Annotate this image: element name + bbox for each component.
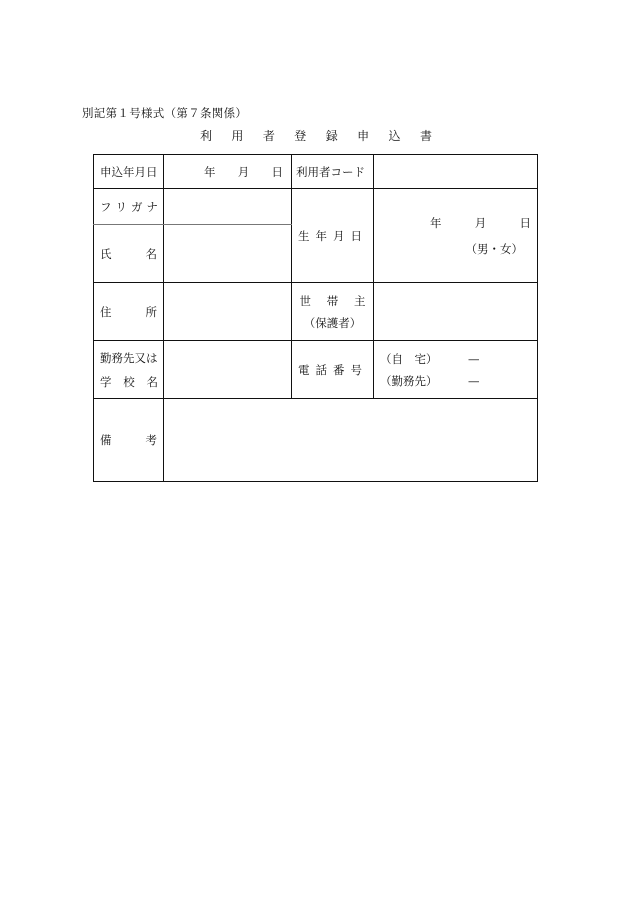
day-unit: 日: [519, 215, 531, 230]
label-char: フ: [100, 199, 112, 214]
row-furigana: [94, 189, 538, 225]
label-char: 世: [299, 293, 311, 308]
label-char: 生: [298, 228, 310, 243]
label-char: 主: [354, 293, 366, 308]
row-apply-date: [94, 155, 538, 189]
label-char: 名: [146, 374, 158, 389]
title-char: 書: [419, 129, 432, 143]
householder-field[interactable]: [374, 283, 538, 341]
work-phone-label: （勤務先）: [380, 373, 438, 388]
label-char: 号: [350, 362, 362, 377]
label-char: 氏: [100, 246, 112, 261]
title-char: 者: [262, 129, 275, 143]
label-char: リ: [115, 199, 127, 214]
phone-field: [374, 341, 538, 399]
title-char: 利: [200, 129, 213, 143]
row-remarks: [94, 399, 538, 482]
label-char: 学: [100, 374, 112, 389]
label-char: ナ: [146, 199, 158, 214]
label-char: 話: [315, 362, 327, 377]
workplace-label-line1: 勤務先又は: [100, 350, 158, 365]
user-code-field[interactable]: [374, 155, 538, 189]
user-code-label: 利用者コード: [292, 155, 374, 189]
home-phone-label: （自 宅）: [380, 351, 438, 366]
label-char: 備: [100, 433, 112, 447]
work-phone-line[interactable]: [380, 370, 531, 392]
label-char: 月: [333, 228, 345, 243]
remarks-field[interactable]: [164, 399, 538, 482]
label-char: ガ: [131, 199, 143, 214]
apply-date-field[interactable]: [164, 155, 292, 189]
address-field[interactable]: [164, 283, 292, 341]
label-char: 考: [145, 433, 157, 447]
day-unit: 日: [271, 164, 283, 179]
label-char: 番: [333, 362, 345, 377]
title-char: 込: [388, 129, 401, 143]
month-unit: 月: [237, 164, 250, 179]
label-char: 名: [145, 246, 157, 261]
phone-dash: —: [468, 351, 480, 366]
label-char: 日: [350, 228, 362, 243]
workplace-label: [94, 341, 164, 399]
home-phone-line[interactable]: [380, 348, 531, 370]
apply-date-label: 申込年月日: [94, 155, 164, 189]
furigana-label: [94, 189, 164, 225]
title-char: 用: [231, 129, 244, 143]
phone-dash: —: [468, 373, 480, 388]
name-field[interactable]: [164, 225, 292, 283]
guardian-sublabel: （保護者）: [303, 315, 362, 330]
label-char: 所: [145, 304, 157, 319]
name-label: [94, 225, 164, 283]
address-label: [94, 283, 164, 341]
registration-form-table: [93, 154, 538, 482]
form-number-note: 別記第１号様式（第７条関係）: [82, 106, 248, 120]
form-title: [200, 127, 432, 144]
label-char: 帯: [326, 293, 339, 308]
label-char: 電: [298, 362, 310, 377]
phone-label: [292, 341, 374, 399]
title-char: 登: [294, 129, 307, 143]
row-workplace: [94, 341, 538, 399]
year-unit: 年: [430, 215, 442, 230]
birthdate-field[interactable]: [374, 189, 538, 283]
remarks-label: [94, 399, 164, 482]
title-char: 申: [357, 129, 370, 143]
month-unit: 月: [474, 215, 487, 230]
birthdate-label: [292, 189, 374, 283]
title-char: 録: [325, 129, 338, 143]
label-char: 校: [123, 374, 135, 389]
workplace-field[interactable]: [164, 341, 292, 399]
furigana-field[interactable]: [164, 189, 292, 225]
row-address: [94, 283, 538, 341]
householder-label: [292, 283, 374, 341]
label-char: 年: [315, 228, 327, 243]
label-char: 住: [100, 304, 112, 319]
year-unit: 年: [204, 164, 216, 179]
gender-choice[interactable]: （男・女）: [465, 241, 523, 256]
